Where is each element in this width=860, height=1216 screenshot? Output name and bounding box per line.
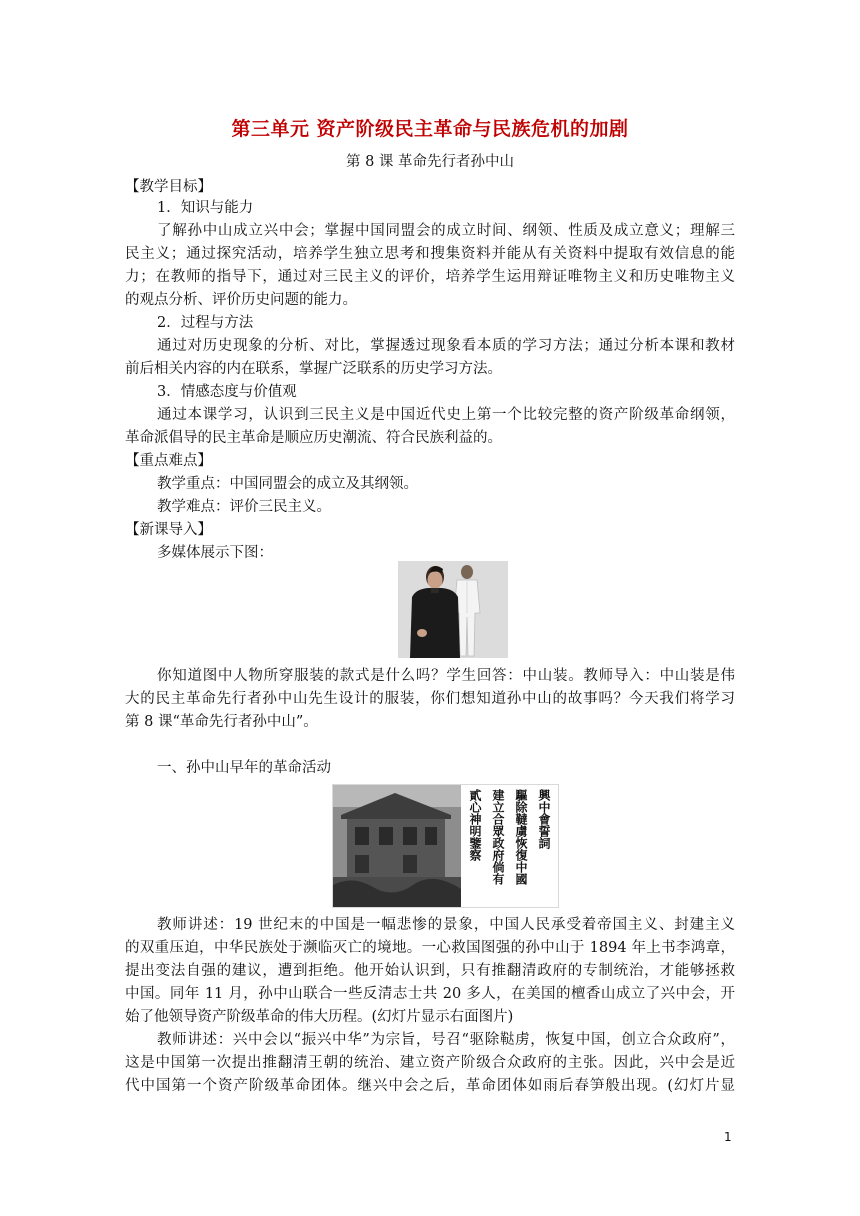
subheading-process: 2．过程与方法	[157, 315, 254, 331]
paragraph-line: 革命派倡导的民主革命是顺应历史潮流、符合民族利益的。	[125, 430, 502, 446]
paragraph-line: 代中国第一个资产阶级革命团体。继兴中会之后，革命团体如雨后春笋般出现。(幻灯片显	[125, 1078, 735, 1094]
paragraph-line: 你知道图中人物所穿服装的款式是什么吗？学生回答：中山装。教师导入：中山装是伟	[157, 668, 735, 684]
paragraph-line: 力；在教师的指导下，通过对三民主义的评价，培养学生运用辩证唯物主义和历史唯物主义	[125, 269, 735, 285]
paragraph-line: 大的民主革命先行者孙中山先生设计的服装，你们想知道孙中山的故事吗？今天我们将学习	[125, 691, 735, 707]
section-heading-key-points: 【重点难点】	[125, 453, 212, 469]
paragraph-line: 多媒体展示下图：	[157, 545, 273, 561]
paragraph-line: 了解孙中山成立兴中会；掌握中国同盟会的成立时间、纲领、性质及成立意义；理解三	[157, 223, 735, 239]
lesson-title: 第 8 课 革命先行者孙中山	[345, 154, 515, 170]
xingzhonghui-oath-image	[332, 784, 559, 908]
paragraph-line: 通过本课学习，认识到三民主义是中国近代史上第一个比较完整的资产阶级革命纲领，	[157, 407, 735, 423]
paragraph-line: 的双重压迫，中华民族处于濒临灭亡的境地。一心救国图强的孙中山于 1894 年上书李鸿章，	[125, 940, 735, 956]
oath-calligraphy	[463, 789, 555, 903]
paragraph-line: 中国。同年 11 月，孙中山联合一些反清志士共 20 多人，在美国的檀香山成立了兴中会，开	[125, 986, 735, 1002]
oath-column-1: 興中會誓詞	[537, 789, 551, 849]
paragraph-line: 第 8 课“革命先行者孙中山”。	[125, 714, 318, 730]
paragraph-line: 教师讲述：19 世纪末的中国是一幅悲惨的景象，中国人民承受着帝国主义、封建主义	[157, 917, 735, 933]
page-number: 1	[724, 1130, 732, 1144]
zhongshan-suit-photo	[398, 561, 508, 658]
paragraph-line: 前后相关内容的内在联系，掌握广泛联系的历史学习方法。	[125, 361, 502, 377]
paragraph-line: 提出变法自强的建议，遭到拒绝。他开始认识到，只有推翻清政府的专制统治，才能够拯救	[125, 963, 735, 979]
paragraph-line: 民主义；通过探究活动，培养学生独立思考和搜集资料并能从有关资料中提取有效信息的能	[125, 246, 735, 262]
paragraph-line: 教学难点：评价三民主义。	[157, 499, 331, 515]
oath-column-3: 建立合眾政府倘有	[491, 789, 505, 885]
paragraph-line: 的观点分析、评价历史问题的能力。	[125, 292, 357, 308]
oath-column-4: 貳心神明鑒察	[468, 789, 482, 861]
subheading-knowledge: 1．知识与能力	[157, 200, 254, 216]
section-heading-intro: 【新课导入】	[125, 522, 212, 538]
paragraph-line: 这是中国第一次提出推翻清王朝的统治、建立资产阶级合众政府的主张。因此，兴中会是近	[125, 1055, 735, 1071]
section-heading-objectives: 【教学目标】	[125, 179, 212, 195]
unit-title: 第三单元 资产阶级民主革命与民族危机的加剧	[231, 118, 629, 140]
section-heading-early-activities: 一、孙中山早年的革命活动	[157, 760, 331, 776]
paragraph-line: 始了他领导资产阶级革命的伟大历程。(幻灯片显示右面图片)	[125, 1009, 514, 1025]
paragraph-line: 通过对历史现象的分析、对比，掌握透过现象看本质的学习方法；通过分析本课和教材	[157, 338, 735, 354]
oath-column-2: 驅除韃虜恢復中國	[514, 789, 528, 885]
subheading-values: 3．情感态度与价值观	[157, 384, 297, 400]
paragraph-line: 教学重点：中国同盟会的成立及其纲领。	[157, 476, 418, 492]
paragraph-line: 教师讲述：兴中会以“振兴中华”为宗旨，号召“驱除鞑虏，恢复中国，创立合众政府”，	[157, 1032, 735, 1048]
